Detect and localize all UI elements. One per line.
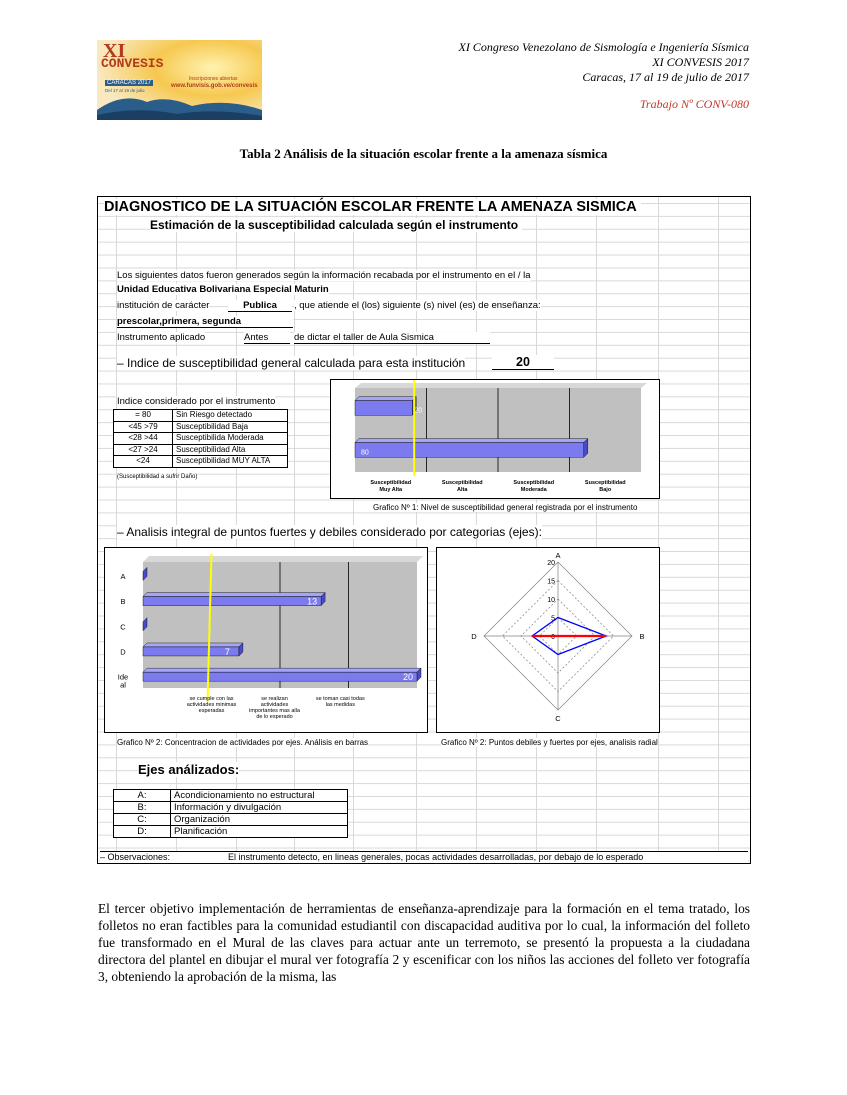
x-tick-label: actividades	[260, 702, 289, 708]
school-name: Unidad Educativa Bolivariana Especial Maturin	[117, 284, 329, 295]
applied-label: Instrumento aplicado	[117, 332, 206, 343]
bar-top	[355, 397, 416, 401]
analysis-label: – Analisis integral de puntos fuertes y debiles considerado por categorias (ejes):	[117, 525, 542, 539]
x-tick-label: Susceptibilidad	[513, 480, 555, 486]
sheet-title: DIAGNOSTICO DE LA SITUACIÓN ESCOLAR FRENTE LA AMENAZA SISMICA	[104, 199, 641, 215]
sheet-subtitle: Estimación de la susceptibilidad calculada según el instrumento	[150, 218, 522, 232]
index-table-label: Indice considerado por el instrumento	[117, 396, 276, 407]
x-tick-label: esperadas	[198, 708, 225, 714]
index-table-row	[114, 421, 288, 433]
plot-back-wall	[355, 383, 647, 388]
x-tick-label: se cumple con las	[189, 696, 234, 702]
category-label: D	[120, 647, 126, 657]
levels-label: , que atiende el (los) siguiente (s) nivel (es) de enseñanza:	[294, 300, 541, 311]
header-line-3: Caracas, 17 al 19 de julio de 2017	[582, 70, 749, 84]
graph-3-svg	[437, 548, 659, 732]
bar-data-label: 13	[307, 596, 318, 607]
axis-key: B:	[114, 802, 171, 814]
graph-2	[104, 547, 428, 733]
bar	[143, 672, 417, 681]
diagnostic-sheet	[97, 196, 751, 864]
graph-3	[436, 547, 660, 733]
index-table-row	[114, 456, 288, 468]
index-label: – Indice de susceptibilidad general calculada para esta institución	[117, 356, 466, 370]
logo-url: www.funvisis.gob.ve/convesis	[171, 83, 258, 89]
index-level: Susceptibilida Moderada	[173, 433, 288, 445]
header-line-1: XI Congreso Venezolano de Sismología e Ingeniería Sísmica	[458, 40, 749, 54]
axis-row	[114, 814, 348, 826]
paper-id: Trabajo Nº CONV-080	[639, 97, 749, 111]
graph-2-caption: Grafico Nº 2: Concentracion de actividades por ejes. Análisis en barras	[117, 738, 369, 747]
graph-1-svg	[331, 380, 659, 498]
axis-key: C:	[114, 814, 171, 826]
radar-axis-label: D	[471, 632, 477, 641]
category-label: A	[120, 571, 126, 581]
category-label: C	[120, 622, 126, 632]
applied-value: Antes	[244, 332, 290, 344]
logo-title: XI	[103, 40, 126, 62]
index-level: Susceptibilidad Baja	[173, 421, 288, 433]
graph-1-caption: Grafico Nº 1: Nivel de susceptibilidad general registrada por el instrumento	[373, 503, 638, 512]
logo-inscriptions: Inscripciones abiertas	[189, 76, 238, 82]
bar-data-label: 20	[403, 672, 414, 683]
axis-label: Información y divulgación	[171, 802, 348, 814]
index-table	[113, 409, 288, 468]
x-tick-label: se toman casi todas	[315, 696, 365, 702]
radar-tick-label: 5	[551, 615, 555, 623]
index-value: 20	[492, 355, 554, 370]
applied-rest: de dictar el taller de Aula Sismica	[294, 332, 490, 344]
x-tick-label: Muy Alta	[379, 487, 403, 493]
institution-type: Publica	[228, 300, 292, 312]
bar-data-label: 20	[414, 407, 422, 415]
axis-row	[114, 790, 348, 802]
radar-axis-label: B	[639, 632, 645, 641]
index-table-row	[114, 433, 288, 445]
plot-back-wall	[143, 556, 423, 562]
index-level: Susceptibilidad MUY ALTA	[173, 456, 288, 468]
axes-table	[113, 789, 348, 838]
x-tick-label: Bajo	[599, 487, 612, 493]
bar-data-label: 80	[361, 449, 369, 457]
x-tick-label: Moderada	[520, 487, 547, 493]
graph-2-svg	[105, 548, 427, 732]
index-range: = 80	[114, 410, 173, 422]
levels-value: prescolar,primera, segunda	[117, 316, 293, 328]
radar-tick-label: 0	[551, 634, 555, 641]
table-caption: Tabla 2 Análisis de la situación escolar frente a la amenaza sísmica	[239, 146, 608, 161]
axis-label: Acondicionamiento no estructural	[171, 790, 348, 802]
radar-axis-label: A	[555, 551, 561, 560]
axis-label: Organización	[171, 814, 348, 826]
graph-3-caption: Grafico Nº 2: Puntos debiles y fuertes por ejes, analisis radial	[441, 738, 658, 747]
header-line-2: XI CONVESIS 2017	[652, 55, 749, 69]
body-paragraph: El tercer objetivo implementación de herramientas de enseñanza-aprendizaje para la formación en el tema tratado, los folletos no eran factibles para la comunidad estudiantil con discapacidad auditiva por lo cual, la información del folleto fue transformado en el Mural de las claves para actuar ante un terremoto, se presentó la propuesta a la ciudadana directora del plantel en dibujar el mural ver fotografía 2 y escenificar con los niños las acciones del folleto ver fotografía 3, obteniendo la aprobación de la misma, las	[98, 901, 750, 984]
axis-key: A:	[114, 790, 171, 802]
logo-place: CARACAS 2017	[107, 80, 152, 86]
x-tick-label: importantes mas alla	[249, 708, 300, 714]
index-range: <27 >24	[114, 444, 173, 456]
index-range: <45 >79	[114, 421, 173, 433]
radar-axis-label: C	[555, 714, 561, 723]
x-tick-label: Susceptibilidad	[584, 480, 626, 486]
bar	[355, 443, 584, 458]
axis-row	[114, 802, 348, 814]
convesis-logo	[97, 40, 262, 120]
x-tick-label: actividades minimas	[186, 702, 237, 708]
radar-tick-label: 10	[547, 597, 555, 604]
index-level: Susceptibilidad Alta	[173, 444, 288, 456]
x-tick-label: de lo esperado	[256, 714, 293, 720]
category-label: B	[120, 597, 126, 607]
observations-text: El instrumento detecto, en lineas generales, pocas actividades desarrolladas, por debajo de lo esperado	[228, 852, 644, 862]
category-label: al	[120, 680, 126, 690]
category-label: Ide	[117, 672, 129, 682]
index-range: <24	[114, 456, 173, 468]
x-tick-label: Susceptibilidad	[441, 480, 483, 486]
observations-row	[100, 851, 748, 863]
bar-data-label: 7	[224, 646, 230, 657]
radar-tick-label: 15	[547, 578, 555, 586]
intro-text: Los siguientes datos fueron generados según la información recabada por el instrumento en el / la	[117, 270, 531, 281]
bar-top	[143, 593, 325, 597]
index-table-row	[114, 410, 288, 422]
observations-label: – Observaciones:	[100, 852, 171, 862]
index-range: <28 >44	[114, 433, 173, 445]
index-table-row	[114, 444, 288, 456]
index-table-note: (Susceptibilidad a sufrir Daño)	[117, 474, 198, 480]
institution-label: institución de carácter	[117, 300, 210, 311]
x-tick-label: se realizan	[261, 696, 288, 702]
x-tick-label: Susceptibilidad	[370, 480, 412, 486]
axis-row	[114, 826, 348, 838]
index-level: Sin Riesgo detectado	[173, 410, 288, 422]
axis-key: D:	[114, 826, 171, 838]
x-tick-label: Alta	[457, 487, 468, 493]
bar-top	[143, 668, 421, 672]
bar	[143, 597, 321, 606]
radar-tick-label: 20	[547, 560, 555, 567]
bar-top	[355, 439, 588, 443]
axis-label: Planificación	[171, 826, 348, 838]
bar	[355, 401, 412, 416]
axes-title: Ejes análizados:	[138, 762, 240, 777]
graph-1	[330, 379, 660, 499]
logo-subtitle: CONVESIS	[101, 56, 164, 71]
logo-dates: Del 17 al 19 de julio	[105, 88, 145, 93]
x-tick-label: las medidas	[325, 702, 355, 708]
